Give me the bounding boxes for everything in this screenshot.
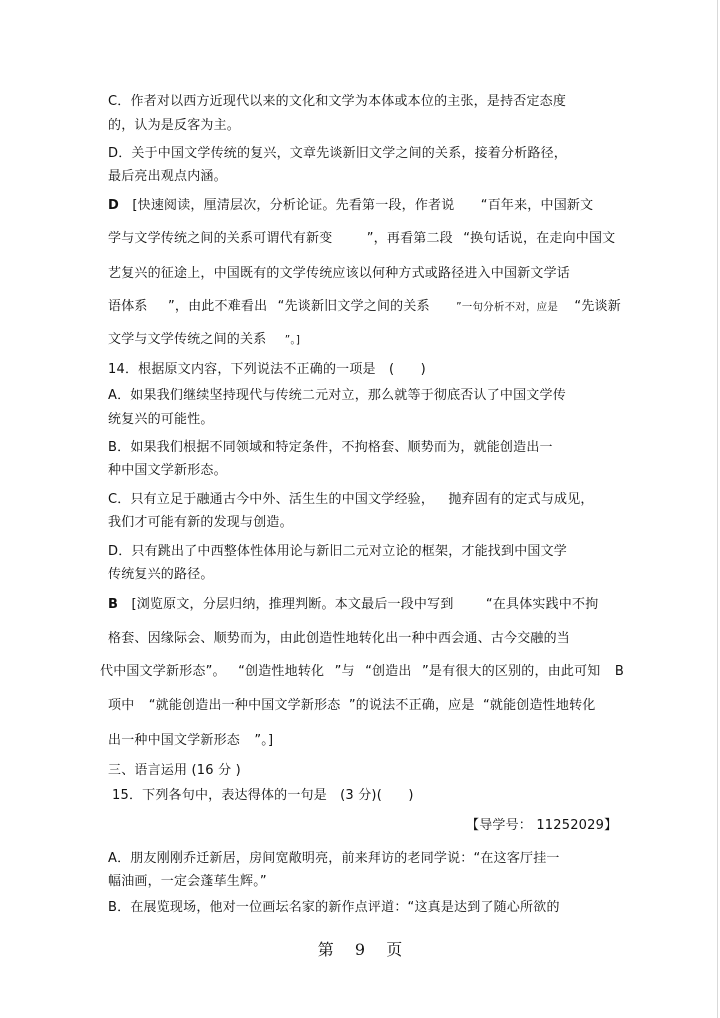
q15-option-b-line-1: B．在展览现场，他对一位画坛名家的新作点评道：“这真是达到了随心所欲的 bbox=[108, 900, 560, 915]
q14-option-d-line-1: D．只有跳出了中西整体性体用论与新旧二元对立论的框架，才能找到中国文学 bbox=[108, 544, 568, 559]
answer-14-text-j: “就能创造出一种中国文学新形态 bbox=[148, 698, 341, 713]
answer-13-text-h: “先谈新旧文学之间的关系 bbox=[277, 299, 430, 314]
page-edge-divider bbox=[717, 0, 718, 1018]
answer-13-text-j: “先谈新 bbox=[574, 299, 621, 314]
answer-13-line-5 bbox=[108, 332, 300, 348]
answer-14-text-m: 出一种中国文学新形态 bbox=[108, 733, 241, 748]
option-c-line-2: 的，认为是反客为主。 bbox=[108, 118, 241, 133]
answer-13-text-b: “百年来，中国新文 bbox=[480, 198, 594, 213]
answer-13-text-a: [快速阅读，厘清层次，分析论证。先看第一段，作者说 bbox=[132, 198, 455, 213]
answer-14-text-f: “创造出 bbox=[365, 664, 412, 679]
answer-14-line-4 bbox=[108, 698, 595, 714]
answer-14-line-2: 格套、因缘际会、顺势而为，由此创造性地转化出一种中西会通、古今交融的当 bbox=[108, 631, 571, 646]
answer-14-text-k: ”的说法不正确，应是 bbox=[348, 698, 475, 713]
option-c-line-1: C．作者对以西方近现代以来的文化和文学为本体或本位的主张，是持否定态度 bbox=[108, 94, 567, 109]
answer-13-line-4 bbox=[108, 299, 621, 315]
option-d-line-1: D．关于中国文学传统的复兴，文章先谈新旧文学之间的关系，接着分析路径， bbox=[108, 146, 568, 161]
answer-14-text-h: B bbox=[614, 664, 624, 679]
q14-option-b-line-2: 种中国文学新形态。 bbox=[108, 463, 227, 478]
page-number-suffix: 页 bbox=[386, 940, 403, 959]
answer-14-text-b: “在具体实践中不拘 bbox=[485, 597, 599, 612]
answer-13-key: D bbox=[108, 198, 119, 213]
answer-13-text-d: ”，再看第二段 bbox=[366, 231, 453, 246]
answer-13-text-e: “换句话说，在走向中国文 bbox=[463, 231, 616, 246]
q14-option-c-text-b: 抛弃固有的定式与成见， bbox=[448, 492, 594, 507]
q14-option-a-line-1: A．如果我们继续坚持现代与传统二元对立，那么就等于彻底否认了中国文学传 bbox=[108, 388, 566, 403]
q14-option-c-line-2: 我们才可能有新的发现与创造。 bbox=[108, 515, 293, 530]
answer-14-line-3 bbox=[100, 664, 624, 680]
question-15-stem: 15．下列各句中，表达得体的一句是 (3 分)( ) bbox=[112, 788, 414, 803]
answer-13-line-2 bbox=[108, 231, 615, 247]
page-number-prefix: 第 bbox=[317, 940, 334, 959]
answer-13-line-3: 艺复兴的征途上，中国既有的文学传统应该以何种方式或路径进入中国新文学话 bbox=[108, 266, 571, 281]
q14-option-c-text-a: C．只有立足于融通古今中外、活生生的中国文学经验， bbox=[108, 492, 435, 507]
guide-number: 【导学号： 11252029】 bbox=[466, 818, 618, 833]
q14-option-d-line-2: 传统复兴的路径。 bbox=[108, 567, 214, 582]
q15-option-a-line-1: A．朋友刚刚乔迁新居，房间宽敞明亮，前来拜访的老同学说：“在这客厅挂一 bbox=[108, 851, 560, 866]
section-heading-language-use: 三、语言运用 (16 分 ) bbox=[108, 763, 241, 778]
answer-13-text-l: ”。] bbox=[284, 334, 301, 346]
answer-13-text-c: 学与文学传统之间的关系可谓代有新变 bbox=[108, 231, 333, 246]
q14-option-b-line-1: B．如果我们根据不同领域和特定条件，不拘格套、顺势而为，就能创造出一 bbox=[108, 440, 553, 455]
answer-14-text-l: “就能创造性地转化 bbox=[482, 698, 596, 713]
answer-13-text-i: ”一句分析不对，应是 bbox=[456, 301, 559, 313]
answer-13-text-g: ”，由此不难看出 bbox=[167, 299, 268, 314]
answer-14-text-n: ”。] bbox=[254, 733, 274, 748]
answer-14-line-5 bbox=[108, 733, 273, 749]
answer-14-text-e: ”与 bbox=[334, 664, 355, 679]
q14-option-c-line-1 bbox=[108, 492, 594, 508]
question-14-stem: 14．根据原文内容，下列说法不正确的一项是 ( ) bbox=[108, 362, 426, 377]
option-d-line-2: 最后亮出观点内涵。 bbox=[108, 169, 227, 184]
answer-13-text-k: 文学与文学传统之间的关系 bbox=[108, 332, 267, 347]
answer-14-key: B bbox=[108, 597, 119, 612]
answer-14-line-1 bbox=[108, 597, 598, 613]
answer-14-text-a: [浏览原文，分层归纳，推理判断。本文最后一段中写到 bbox=[131, 597, 454, 612]
q15-option-a-line-2: 幅油画，一定会蓬荜生辉。” bbox=[108, 874, 267, 889]
page-number bbox=[0, 940, 720, 960]
answer-14-text-c: 代中国文学新形态”。 bbox=[100, 664, 226, 679]
page-number-value: 9 bbox=[354, 940, 366, 959]
q14-option-a-line-2: 统复兴的可能性。 bbox=[108, 412, 214, 427]
answer-13-line-1 bbox=[108, 198, 593, 214]
answer-14-text-g: ”是有很大的区别的，由此可知 bbox=[421, 664, 601, 679]
answer-14-text-d: “创造性地转化 bbox=[238, 664, 325, 679]
answer-13-text-f: 语体系 bbox=[108, 299, 148, 314]
answer-14-text-i: 项中 bbox=[108, 698, 135, 713]
